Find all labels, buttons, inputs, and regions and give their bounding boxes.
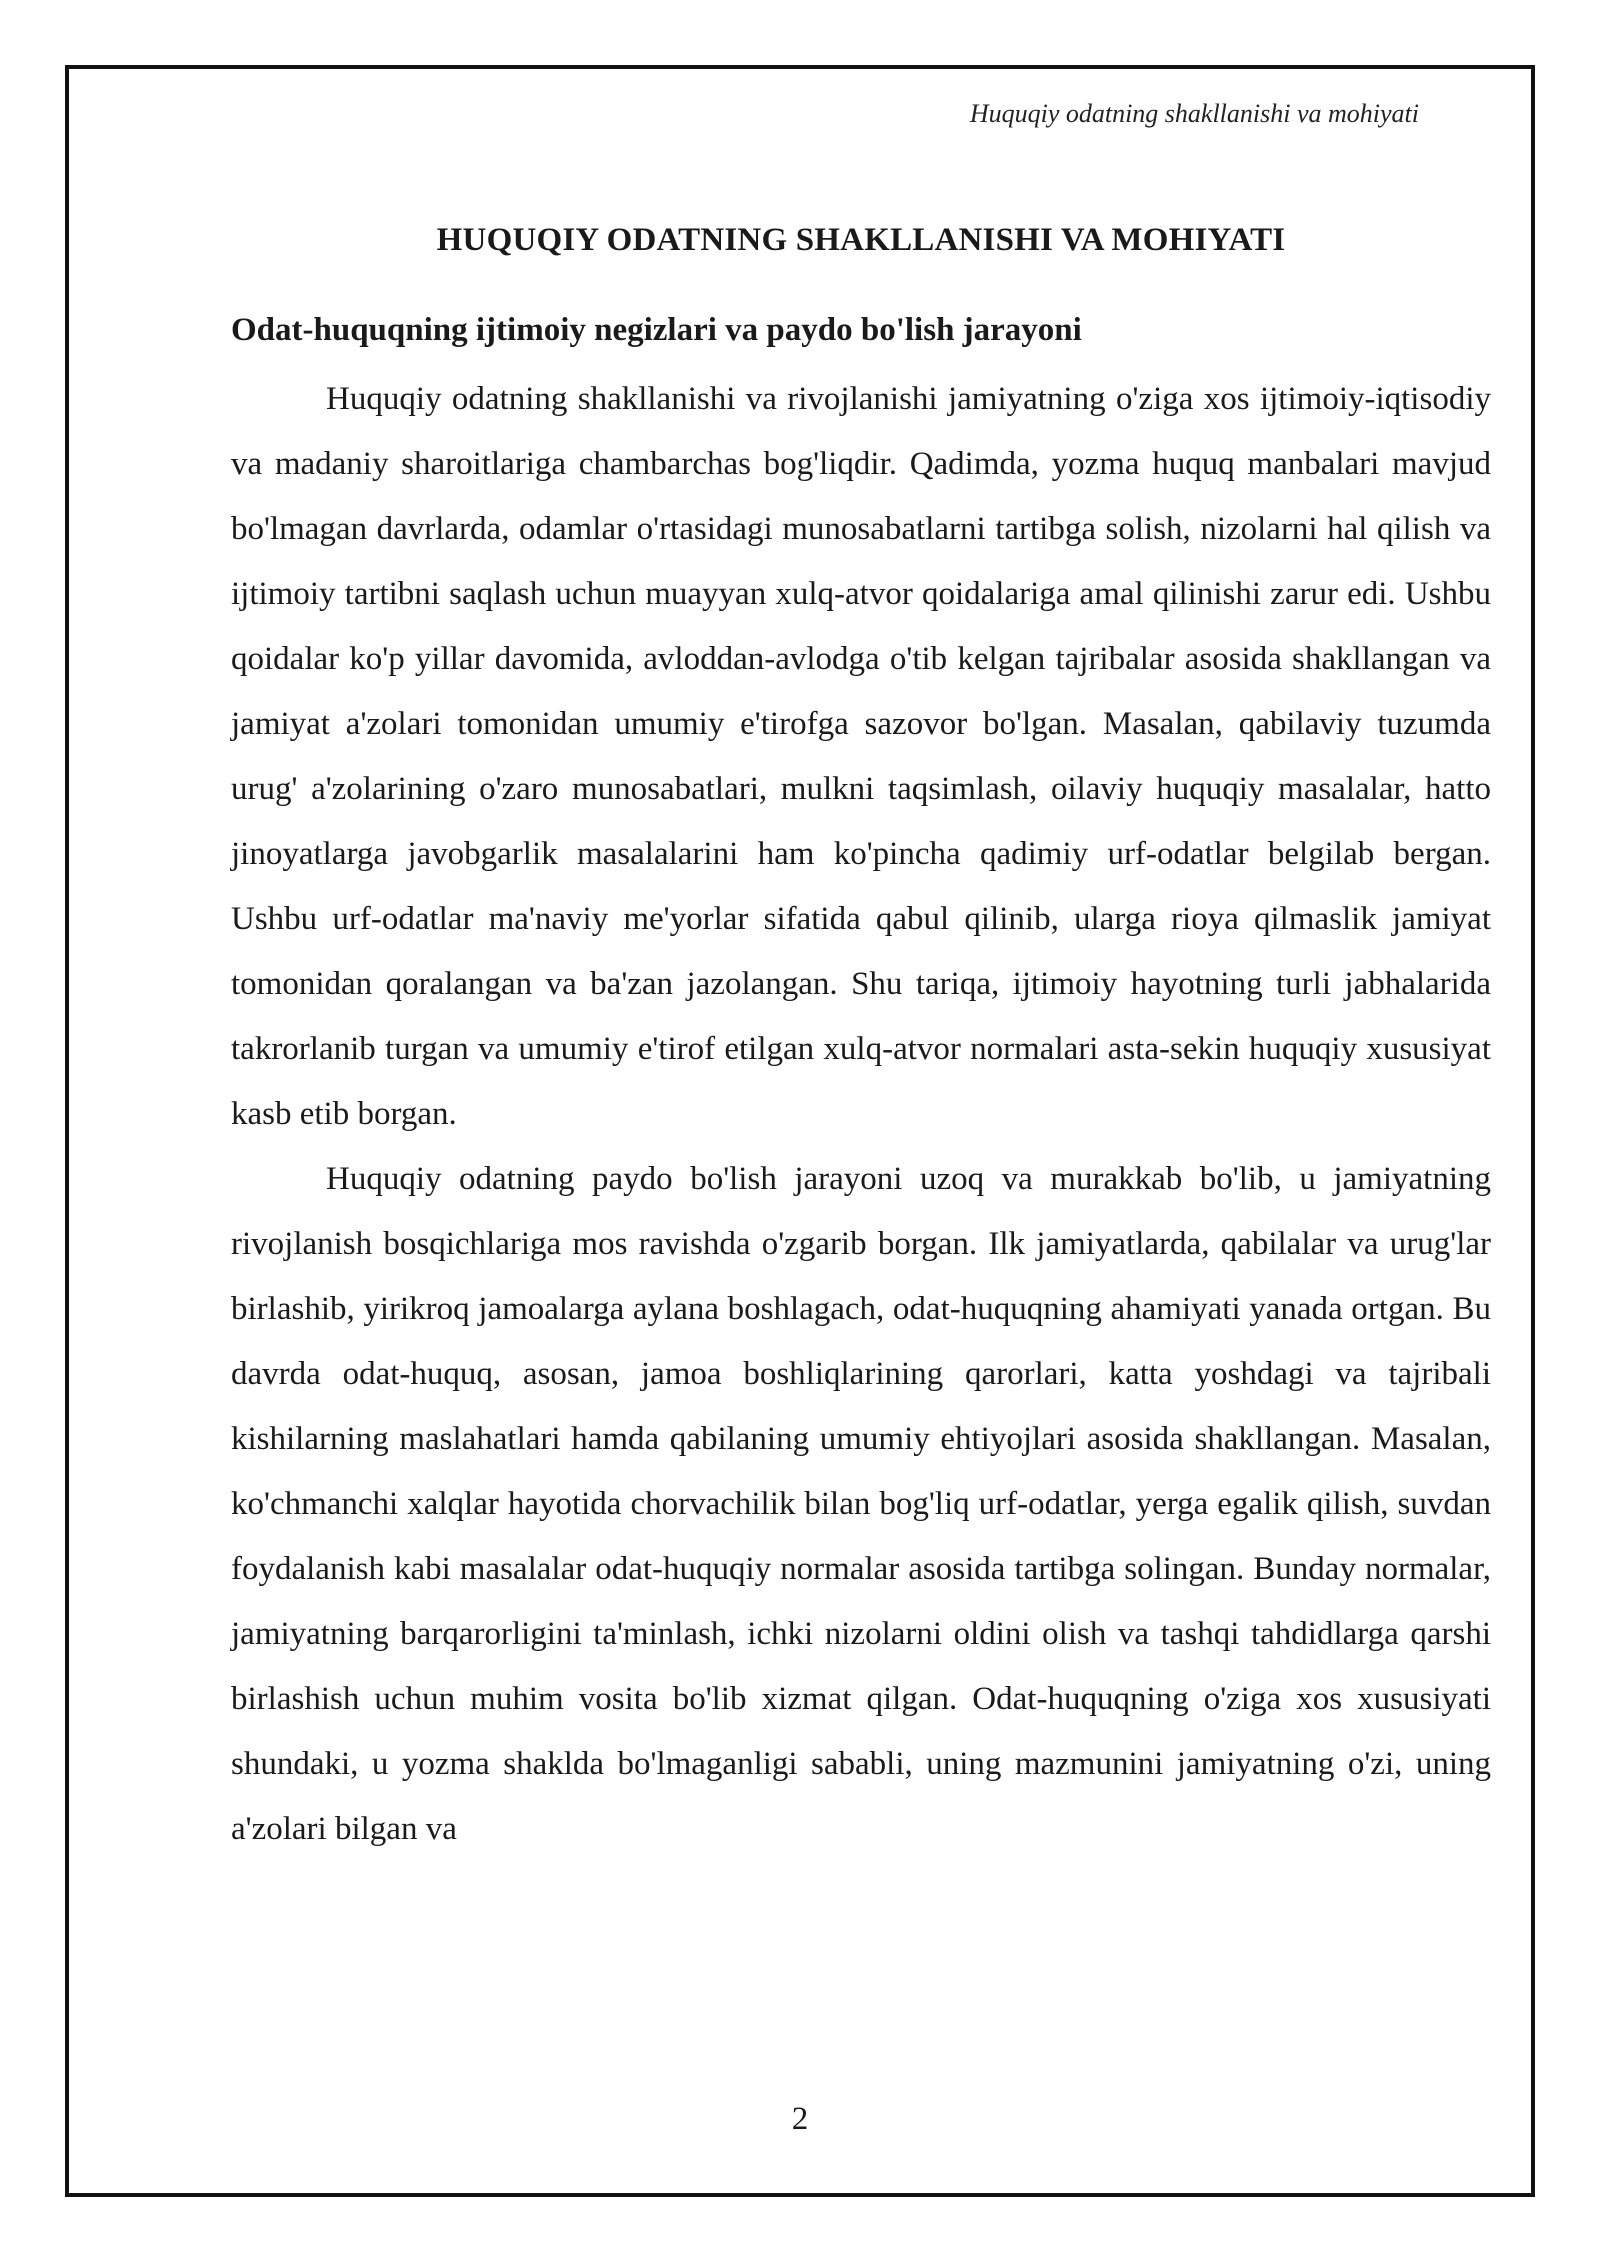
running-header: Huquqiy odatning shakllanishi va mohiyati	[969, 99, 1419, 128]
section-heading: Odat-huquqning ijtimoiy negizlari va paydo bo'lish jarayoni	[231, 312, 1082, 348]
paragraph-1: Huquqiy odatning shakllanishi va rivojlanishi jamiyatning o'ziga xos ijtimoiy-iqtisodiy va madaniy sharoitlariga chambarchas bog'liqdir. Qadimda, yozma huquq manbalari mavjud bo'lmagan davrlarda, odamlar o'rtasidagi munosabatlarni tartibga solish, nizolarni hal qilish va ijtimoiy tartibni saqlash uchun muayyan xulq-atvor qoidalariga amal qilinishi zarur edi. Ushbu qoidalar ko'p yillar davomida, avloddan-avlodga o'tib kelgan tajribalar asosida shakllangan va jamiyat a'zolari tomonidan umumiy e'tirofga sazovor bo'lgan. Masalan, qabilaviy tuzumda urug' a'zolarining o'zaro munosabatlari, mulkni taqsimlash, oilaviy huquqiy masalalar, hatto jinoyatlarga javobgarlik masalalarini ham ko'pincha qadimiy urf-odatlar belgilab bergan. Ushbu urf-odatlar ma'naviy me'yorlar sifatida qabul qilinib, ularga rioya qilmaslik jamiyat tomonidan qoralangan va ba'zan jazolangan. Shu tariqa, ijtimoiy hayotning turli jabhalarida takrorlanib turgan va umumiy e'tirof etilgan xulq-atvor normalari asta-sekin huquqiy xususiyat kasb etib borgan.	[231, 381, 1491, 1132]
document-title: HUQUQIY ODATNING SHAKLLANISHI VA MOHIYATI	[436, 222, 1286, 258]
paragraph-2: Huquqiy odatning paydo bo'lish jarayoni uzoq va murakkab bo'lib, u jamiyatning rivojlanish bosqichlariga mos ravishda o'zgarib borgan. Ilk jamiyatlarda, qabilalar va urug'lar birlashib, yirikroq jamoalarga aylana boshlagach, odat-huquqning ahamiyati yanada ortgan. Bu davrda odat-huquq, asosan, jamoa boshliqlarining qarorlari, katta yoshdagi va tajribali kishilarning maslahatlari hamda qabilaning umumiy ehtiyojlari asosida shakllangan. Masalan, ko'chmanchi xalqlar hayotida chorvachilik bilan bog'liq urf-odatlar, yerga egalik qilish, suvdan foydalanish kabi masalalar odat-huquqiy normalar asosida tartibga solingan. Bunday normalar, jamiyatning barqarorligini ta'minlash, ichki nizolarni oldini olish va tashqi tahdidlarga qarshi birlashish uchun muhim vosita bo'lib xizmat qilgan. Odat-huquqning o'ziga xos xususiyati shundaki, u yozma shaklda bo'lmaganligi sababli, uning mazmunini jamiyatning o'zi, uning a'zolari bilgan va	[231, 1161, 1491, 1847]
page-number: 2	[791, 2101, 809, 2137]
page-frame	[65, 65, 1535, 2197]
document-body	[231, 215, 1491, 1862]
